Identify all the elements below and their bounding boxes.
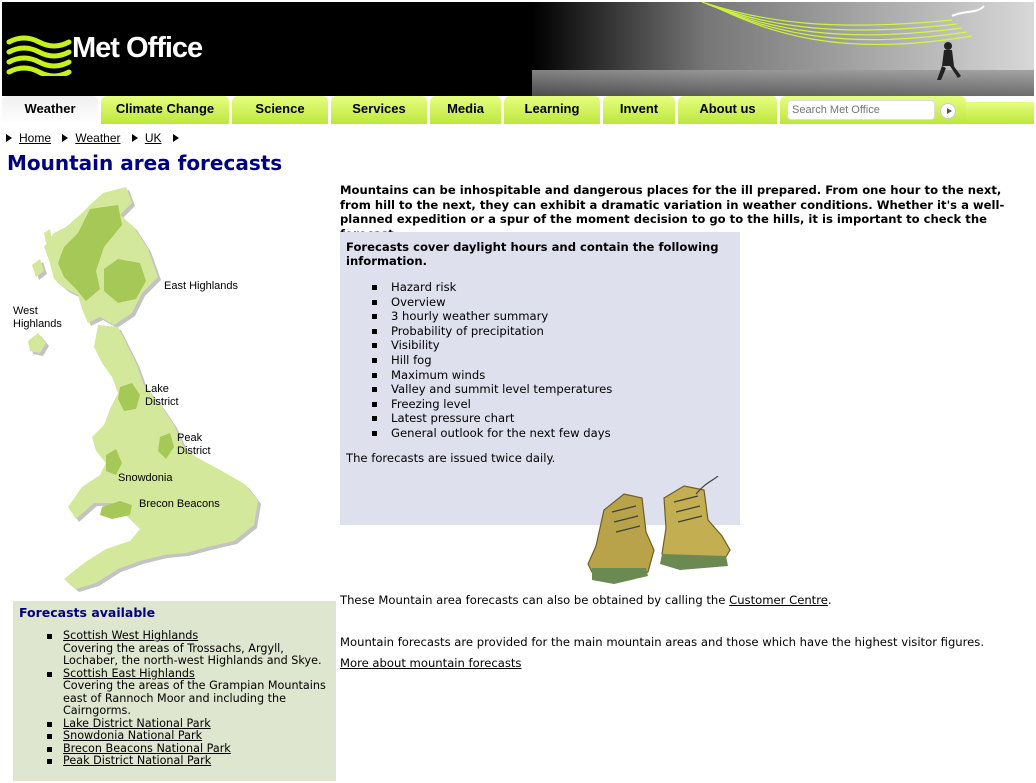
list-item: Probability of precipitation — [372, 324, 734, 339]
hiking-boots-image — [584, 476, 736, 586]
areas-text: Mountain forecasts are provided for the main mountain areas and those which have the highest visitor figures. — [340, 635, 985, 649]
site-header — [2, 2, 1034, 96]
forecast-list — [45, 630, 330, 768]
link-brecon-beacons[interactable]: Brecon Beacons National Park — [63, 741, 231, 755]
breadcrumb-arrow-icon — [6, 134, 12, 142]
map-label-west-highlands[interactable]: West — [13, 305, 38, 317]
tab-learning[interactable]: Learning — [504, 96, 601, 124]
link-peak-district[interactable]: Peak District National Park — [63, 754, 212, 767]
breadcrumb-arrow-icon — [173, 134, 179, 142]
map-label-peak-district-2[interactable]: District — [177, 445, 211, 457]
breadcrumb-arrow-icon — [62, 134, 68, 142]
list-item — [45, 630, 330, 668]
map-label-west-highlands-2[interactable]: Highlands — [13, 318, 62, 330]
map-label-east-highlands[interactable]: East Highlands — [164, 280, 238, 292]
list-item: Overview — [372, 295, 734, 310]
list-item: Hill fog — [372, 353, 734, 368]
main-nav — [2, 96, 1034, 124]
breadcrumb-arrow-icon — [132, 134, 138, 142]
uk-map-image — [8, 185, 268, 595]
link-scottish-west-highlands[interactable]: Scottish West Highlands — [63, 629, 199, 642]
tab-weather[interactable]: Weather — [2, 96, 99, 124]
item-description: Covering the areas of the Grampian Mountains east of Rannoch Moor and including the Cairngorms. — [63, 679, 326, 717]
customer-centre-link[interactable]: Customer Centre — [729, 593, 828, 607]
info-box-heading: Forecasts cover daylight hours and contain the following information. — [346, 240, 719, 268]
tab-invent[interactable]: Invent — [603, 96, 676, 124]
logo-text[interactable]: Met Office — [72, 32, 203, 64]
search-go-button[interactable] — [940, 103, 956, 119]
phone-text-before: These Mountain area forecasts can also be obtained by calling the — [340, 593, 730, 607]
list-item — [45, 755, 330, 768]
breadcrumb-home[interactable]: Home — [19, 131, 52, 145]
link-snowdonia[interactable]: Snowdonia National Park — [63, 729, 203, 742]
tab-climate-change[interactable]: Climate Change — [101, 96, 230, 124]
header-banner-image — [532, 2, 1034, 96]
tab-services[interactable]: Services — [331, 96, 428, 124]
link-lake-district[interactable]: Lake District National Park — [63, 716, 211, 730]
link-scottish-east-highlands[interactable]: Scottish East Highlands — [63, 666, 195, 680]
list-item: Freezing level — [372, 397, 734, 412]
intro-paragraph: Mountains can be inhospitable and dangerous places for the ill prepared. From one hour to the next, from hill to the next, they can exhibit a dramatic variation in weather conditions. Whether it's a well-planned expedition or a spur of the moment decision to go to the hills, it is important to check the — [340, 183, 1005, 226]
list-item: Valley and summit level temperatures — [372, 382, 734, 397]
issued-text: The forecasts are issued twice daily. — [346, 450, 556, 465]
mountain-areas-map — [8, 185, 268, 595]
search-input[interactable] — [787, 100, 935, 120]
nav-bar-filler — [966, 102, 1034, 124]
info-list — [372, 280, 734, 441]
more-about-mountain-forecasts-link[interactable]: More about mountain forecasts — [340, 656, 522, 670]
map-label-peak-district[interactable]: Peak — [177, 432, 203, 444]
breadcrumb-uk[interactable]: UK — [144, 131, 162, 145]
tab-science[interactable]: Science — [232, 96, 329, 124]
map-label-lake-district-2[interactable]: District — [145, 396, 179, 408]
breadcrumb-weather[interactable]: Weather — [75, 131, 121, 145]
phone-text-after: . — [827, 593, 832, 607]
breadcrumb — [6, 131, 186, 145]
page-title: Mountain area forecasts — [7, 151, 283, 175]
list-item: Latest pressure chart — [372, 411, 734, 426]
list-item — [45, 668, 330, 718]
map-label-snowdonia[interactable]: Snowdonia — [118, 472, 173, 484]
list-item: Maximum winds — [372, 368, 734, 383]
list-item: 3 hourly weather summary — [372, 309, 734, 324]
tab-about-us[interactable]: About us — [678, 96, 778, 124]
item-description: Covering the areas of Trossachs, Argyll, Lochaber, the north-west Highlands and Skye. — [63, 641, 322, 667]
forecasts-available-box — [13, 601, 336, 781]
search-area — [780, 96, 966, 124]
map-label-brecon-beacons[interactable]: Brecon Beacons — [139, 498, 220, 510]
map-label-lake-district[interactable]: Lake — [145, 383, 169, 395]
list-item: General outlook for the next few days — [372, 426, 734, 441]
list-item: Visibility — [372, 338, 734, 353]
forecasts-available-title: Forecasts available — [19, 605, 156, 620]
list-item: Hazard risk — [372, 280, 734, 295]
tab-media[interactable]: Media — [430, 96, 502, 124]
phone-text — [340, 593, 832, 607]
